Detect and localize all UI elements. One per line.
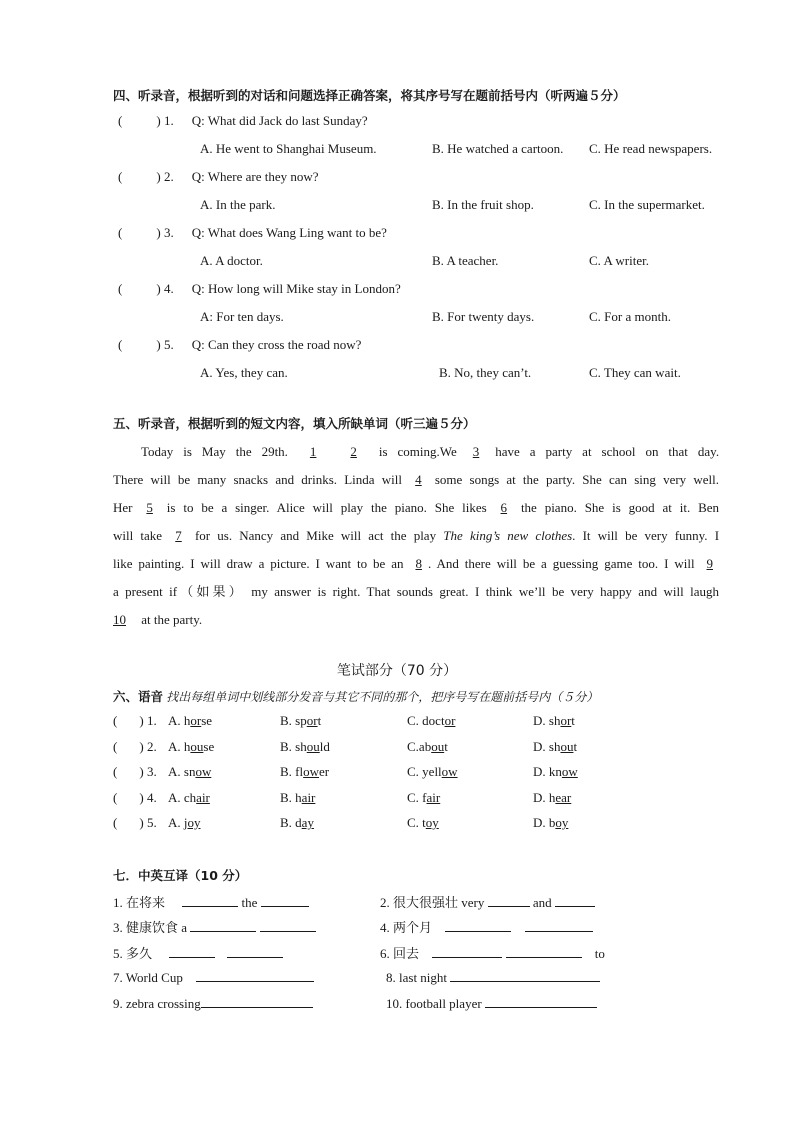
answer-line[interactable] — [555, 893, 595, 907]
answer-bracket[interactable]: ( — [118, 337, 123, 352]
phonics-row: ( ) 3. — [113, 764, 157, 779]
question-row — [118, 113, 368, 129]
answer-bracket[interactable]: ( — [118, 225, 123, 240]
phonics-option-d: D. shout — [533, 738, 578, 754]
phonics-option-d: D. hear — [533, 789, 572, 805]
blank-3[interactable]: 3 — [472, 444, 480, 459]
underlined-letters: ou — [306, 738, 320, 754]
option-c: C. They can wait. — [589, 365, 681, 380]
phonics-option-c: C. fair — [407, 789, 441, 805]
blank-10[interactable]: 10 — [113, 612, 126, 627]
underlined-letters: oy — [187, 815, 201, 830]
option-c: C. For a month. — [589, 309, 671, 324]
option-a: A: For ten days. — [200, 309, 284, 324]
blank-5[interactable]: 5 — [146, 500, 153, 515]
phonics-option-a: A. joy — [168, 815, 201, 830]
passage-line-1: Today is May the 29th. 1 2 is coming.We 3 have a party at school on that day. — [141, 444, 720, 459]
phonics-option-a: A. chair — [168, 789, 210, 805]
phonics-option-b: B. should — [280, 738, 330, 754]
blank-4[interactable]: 4 — [415, 472, 422, 487]
underlined-letters: oy — [555, 815, 569, 830]
underlined-letters: ow — [195, 764, 212, 779]
underlined-letters: air — [301, 789, 316, 805]
written-part-header: 笔试部分（70 分） — [336, 663, 458, 679]
answer-line[interactable] — [485, 994, 597, 1008]
option-a: A. He went to Shanghai Museum. — [200, 141, 377, 156]
cloze-passage — [113, 438, 719, 634]
item-1: 1. 在将来 the — [113, 892, 309, 911]
phonics-option-d: D. short — [533, 713, 575, 728]
answer-line[interactable] — [196, 968, 314, 982]
option-b: B. He watched a cartoon. — [432, 141, 564, 156]
blank-2[interactable]: 2 — [350, 444, 357, 459]
section5-title: 五、听录音，根据听到的短文内容，填入所缺单词（听三遍５分） — [113, 416, 476, 431]
underlined-letters: or — [190, 713, 202, 728]
underlined-letters: ear — [555, 789, 572, 805]
underlined-letters: ow — [561, 764, 578, 779]
item-5: 5. 多久 — [113, 943, 283, 962]
answer-line[interactable] — [190, 918, 256, 932]
play-title: The king’s new clothes — [443, 528, 573, 543]
phonics-option-d: D. boy — [533, 815, 569, 830]
phonics-option-c: C.about — [407, 738, 448, 754]
row-number: 3. — [146, 764, 157, 779]
row-number: 4. — [146, 789, 157, 805]
question-text: Q: What does Wang Ling want to be? — [191, 225, 387, 240]
question-row — [118, 281, 401, 297]
option-b: B. For twenty days. — [432, 309, 535, 324]
option-b: B. In the fruit shop. — [432, 197, 534, 212]
question-text: Q: What did Jack do last Sunday? — [191, 113, 368, 128]
phonics-row: ( ) 1. — [113, 713, 157, 728]
answer-bracket[interactable]: ( — [118, 281, 123, 296]
blank-9[interactable]: 9 — [706, 556, 714, 571]
underlined-letters: or — [306, 713, 318, 728]
answer-line[interactable] — [506, 944, 582, 958]
phonics-option-b: B. day — [280, 815, 314, 830]
row-number: 2. — [146, 738, 157, 754]
passage-line-3: Her 5 is to be a singer. Alice will play the piano. She likes 6 the piano. She is good at it. Ben — [113, 500, 720, 515]
option-b: B. A teacher. — [432, 253, 499, 268]
option-c: C. In the supermarket. — [589, 197, 705, 212]
answer-bracket-close: ) — [156, 337, 161, 352]
passage-line-7: 10 at the party. — [113, 612, 203, 627]
answer-bracket-close: ) — [156, 225, 161, 240]
underlined-letters: or — [560, 713, 572, 728]
answer-line[interactable] — [227, 944, 283, 958]
phonics-option-a: A. snow — [168, 764, 212, 779]
phonics-option-b: B. flower — [280, 764, 330, 779]
answer-bracket-close: ) — [156, 281, 161, 296]
answer-line[interactable] — [450, 968, 600, 982]
blank-1[interactable]: 1 — [309, 444, 317, 459]
answer-bracket-close: ) — [156, 169, 161, 184]
question-number: 3. — [163, 225, 174, 240]
option-c: C. A writer. — [589, 253, 649, 268]
answer-line[interactable] — [182, 893, 238, 907]
item-2: 2. 很大很强壮 very and — [380, 892, 595, 911]
item-9: 9. zebra crossing — [113, 994, 313, 1012]
question-number: 5. — [163, 337, 174, 352]
phonics-option-b: B. sport — [280, 713, 322, 728]
item-10: 10. football player — [386, 994, 597, 1012]
option-b: B. No, they can’t. — [439, 365, 532, 380]
answer-line[interactable] — [445, 918, 511, 932]
section6-title: 六、语音 找出每组单词中划线部分发音与其它不同的那个，把序号写在题前括号内（５分） — [113, 689, 599, 704]
option-a: A. Yes, they can. — [200, 365, 288, 380]
answer-line[interactable] — [432, 944, 502, 958]
row-number: 1. — [146, 713, 157, 728]
underlined-letters: air — [196, 789, 210, 805]
blank-6[interactable]: 6 — [500, 500, 508, 515]
answer-bracket[interactable]: ( — [113, 738, 118, 754]
question-number: 2. — [163, 169, 174, 184]
underlined-letters: air — [426, 789, 441, 805]
phonics-option-c: C. yellow — [407, 764, 458, 779]
option-a: A. In the park. — [200, 197, 276, 212]
answer-line[interactable] — [525, 918, 593, 932]
option-a: A. A doctor. — [200, 253, 263, 268]
blank-8[interactable]: 8 — [415, 556, 422, 571]
answer-bracket[interactable]: ( — [113, 764, 118, 779]
underlined-letters: ow — [303, 764, 320, 779]
item-8: 8. last night — [386, 968, 600, 986]
item-6: 6. 回去 to — [380, 946, 605, 961]
phonics-row: ( ) 4. — [113, 789, 157, 805]
phonics-row: ( ) 2. — [113, 738, 157, 754]
answer-bracket-close: ) — [156, 113, 161, 128]
underlined-letters: ow — [441, 764, 458, 779]
phonics-option-a: A. horse — [168, 713, 213, 728]
underlined-letters: ou — [431, 738, 445, 754]
phonics-option-c: C. doctor — [407, 713, 456, 728]
question-text: Q: Where are they now? — [191, 169, 319, 184]
passage-line-4: will take 7 for us. Nancy and Mike will act the play The king’s new clothes. It will be very funny. I — [113, 528, 720, 543]
item-4: 4. 两个月 — [380, 917, 593, 936]
underlined-letters: ou — [560, 738, 574, 754]
underlined-letters: or — [444, 713, 456, 728]
phonics-option-a: A. house — [168, 738, 215, 754]
answer-bracket[interactable]: ( — [113, 789, 118, 805]
answer-line[interactable] — [261, 893, 309, 907]
item-7: 7. World Cup — [113, 968, 314, 986]
option-c: C. He read newspapers. — [589, 141, 713, 156]
answer-line[interactable] — [201, 994, 313, 1008]
answer-line[interactable] — [260, 918, 316, 932]
phonics-row: ( ) 5. — [113, 815, 157, 830]
answer-bracket[interactable]: ( — [118, 113, 123, 128]
answer-line[interactable] — [169, 944, 215, 958]
question-row — [118, 225, 387, 241]
phonics-option-c: C. toy — [407, 815, 439, 830]
question-number: 1. — [163, 113, 174, 128]
underlined-letters: ou — [190, 738, 204, 754]
answer-bracket[interactable]: ( — [113, 815, 118, 830]
blank-7[interactable]: 7 — [175, 528, 182, 543]
passage-line-5: like painting. I will draw a picture. I want to be an 8 . And there will be a guessing game too. I will 9 — [113, 550, 719, 578]
underlined-letters: oy — [425, 815, 439, 830]
item-3: 3. 健康饮食 a — [113, 917, 316, 936]
row-number: 5. — [146, 815, 157, 830]
question-number: 4. — [163, 281, 174, 296]
answer-bracket[interactable]: ( — [118, 169, 123, 184]
question-row — [118, 169, 319, 185]
phonics-option-b: B. hair — [280, 789, 316, 805]
underlined-letters: ay — [301, 815, 314, 830]
answer-line[interactable] — [488, 893, 530, 907]
section4-title: 四、听录音，根据听到的对话和问题选择正确答案，将其序号写在题前括号内（听两遍５分） — [113, 88, 626, 103]
question-text: Q: How long will Mike stay in London? — [191, 281, 401, 296]
question-text: Q: Can they cross the road now? — [191, 337, 362, 352]
passage-line-2: There will be many snacks and drinks. Linda will 4 some songs at the party. She can sing very well. — [113, 472, 720, 487]
answer-bracket[interactable]: ( — [113, 713, 118, 728]
section7-title: 七．中英互译（10 分） — [113, 868, 248, 883]
phonics-option-d: D. know — [533, 764, 578, 779]
question-row — [118, 337, 361, 353]
passage-line-6: a present if（如果） my answer is right. That sounds great. I think we’ll be very happy and will laugh — [113, 584, 719, 599]
